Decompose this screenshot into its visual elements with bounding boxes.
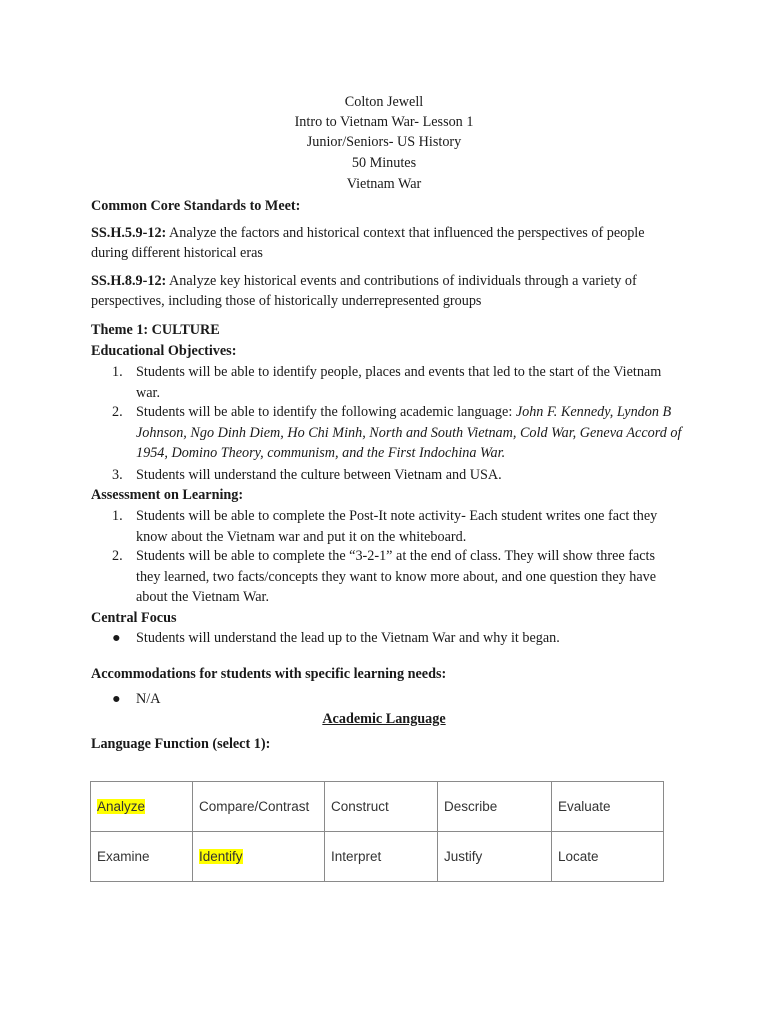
standard-text: Analyze the factors and historical context that influenced the perspectives of people during different historical eras [91,225,645,261]
table-cell: Construct [325,782,438,832]
standards-heading: Common Core Standards to Meet: [91,198,301,214]
objectives-heading: Educational Objectives: [91,343,237,359]
table-cell: Interpret [325,832,438,882]
language-function-table [90,781,664,882]
table-cell: Compare/Contrast [193,782,325,832]
topic: Vietnam War [346,176,422,192]
central-focus-heading: Central Focus [91,610,177,626]
table-cell: Examine [91,832,193,882]
bullet-icon: ● [112,691,121,707]
standard-item [91,271,681,311]
course-name: Junior/Seniors- US History [306,134,462,150]
table-row [91,832,664,882]
table-cell: Describe [438,782,552,832]
standard-item [91,223,681,263]
table-cell: Justify [438,832,552,882]
standard-code: SS.H.8.9-12: [91,273,167,289]
duration: 50 Minutes [351,155,417,171]
table-cell: Locate [552,832,664,882]
lesson-plan-page: Colton Jewell Intro to Vietnam War- Lesson 1 Junior/Seniors- US History 50 Minutes Vietnam War Common Core Standards to Meet: SS.H.5.9-12: Analyze the factors and historical context that influenced the perspectives of people during different historical eras SS.H.8.9-12: Analyze key historical events and contributions of individuals through a variety of perspectives, including those of historically underrepresented groups Theme 1: CULTURE Educational Objectives: 1. Students will be able to identify people, places and events that led to the start of the Vietnam war. 2. Students will be able to identify the following academic language: John F. Kennedy, Lyndon B Johnson, Ngo Dinh Diem, Ho Chi Minh, North and South Vietnam, Cold War, Geneva Accord of 1954, Domino Theory, communism, and the First Indochina War. 3. Students will understand the culture between Vietnam and USA. Assessment on Learning: 1. Students will be able to complete the Post-It note activity- Each student writes one fact they know about the Vietnam war and put it on the whiteboard. 2. Students will be able to complete the “3-2-1” at the end of class. They will show three facts they learned, two facts/concepts they want to know more about, and one question they have about the Vietnam War. Central Focus ● Students will understand the lead up to the Vietnam War and why it began. Accommodations for students with specific learning needs: ● N/A Academic Language Language Function (select 1): Analyze Compare/Contrast Construct Describe Evaluate Examine Identify Interpret Justify Locate [0,0,768,1024]
standard-text: Analyze key historical events and contributions of individuals through a variety of perspectives, including those of historically underrepresented groups [91,273,637,309]
bullet-icon: ● [112,630,121,646]
theme-heading: Theme 1: CULTURE [91,322,220,338]
assessment-heading: Assessment on Learning: [91,487,244,503]
table-cell: Identify [193,832,325,882]
academic-language-heading: Academic Language [322,711,446,727]
language-function-label: Language Function (select 1): [91,736,271,752]
lesson-title: Intro to Vietnam War- Lesson 1 [294,114,474,130]
author-name: Colton Jewell [344,94,424,110]
table-cell: Analyze [91,782,193,832]
table-cell: Evaluate [552,782,664,832]
accommodations-heading: Accommodations for students with specific learning needs: [91,666,447,682]
table-row [91,782,664,832]
standard-code: SS.H.5.9-12: [91,225,167,241]
